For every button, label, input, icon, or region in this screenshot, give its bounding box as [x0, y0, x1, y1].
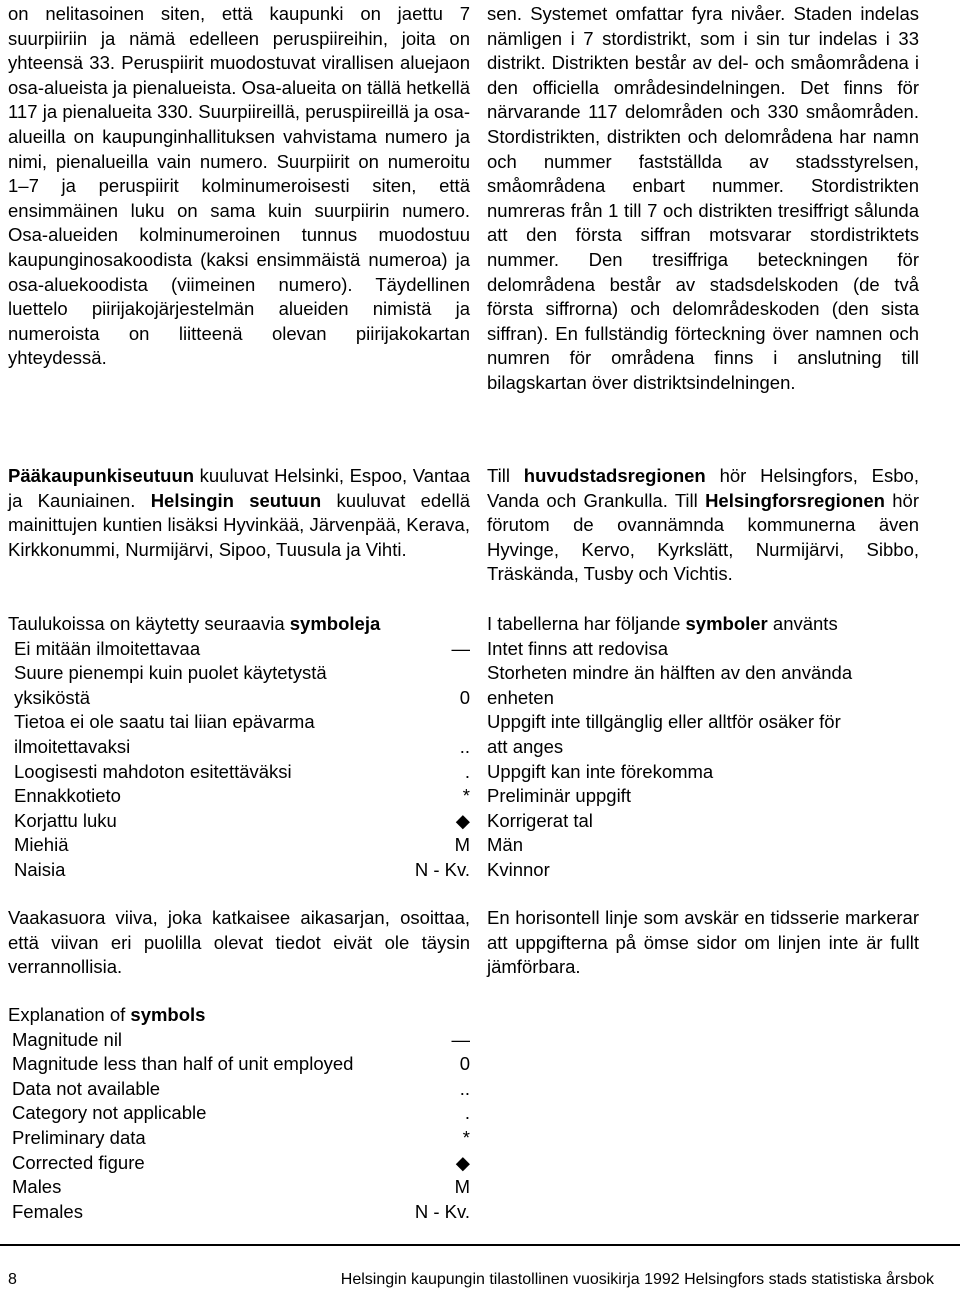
en-symbols-block — [8, 1003, 470, 1224]
footer-title: Helsingin kaupungin tilastollinen vuosikirja 1992 Helsingfors stads statistiska årsbok — [340, 1271, 934, 1288]
symbol-m: M — [454, 834, 470, 856]
sv-region-text-2: hör förutom de ovannämnda kommunerna även Hyvinge, Kervo, Kyrkslätt, Nurmijärvi, Sibbo, Träskända, Tusby och Vichtis. — [487, 489, 919, 585]
symbol-zero: 0 — [459, 686, 470, 708]
sv-symbol-row: Män — [487, 834, 523, 856]
en-symbol-row: Males M — [8, 1175, 470, 1200]
fi-symbol-row: Miehiä M — [8, 833, 470, 858]
fi-symbol-row: yksiköstä 0 — [8, 686, 470, 711]
sv-intro-paragraph: sen. Systemet omfattar fyra nivåer. Staden indelas nämligen i 7 stordistrikt, som i sin tur indelas i 33 distrikt. Distrikten består av del- och småområdena i den officiella områdesindelningen. Det finns för närvarande 117 delområden och 330 småområden. Stordistrikten, distrikten och delområdena har namn och nummer fastställda av stadsstyrelsen, småområdena enbart nummer. Stordistrikten numreras från 1 till 7 och distrikten tresiffrigt sålunda att den första siffran motsvarar stordistriktets nummer. Den tresiffriga beteckningen för delområdena består av stadsdelskoden (de två första siffrorna) och delområdeskoden (den sista siffran). En fullständig förteckning över namnen och numren för områdena finns i anslutning till bilagskartan över distriktsindelningen. — [487, 3, 919, 393]
fi-region-term-2: Helsingin seutuun — [150, 489, 322, 511]
en-symbol-row: Data not available .. — [8, 1077, 470, 1102]
fi-symbol-row-wrap: Suure pienempi kuin puolet käytetystä — [14, 662, 327, 684]
en-symbol-row: Magnitude nil — — [8, 1028, 470, 1053]
en-symbols-heading: Explanation of symbols — [8, 1004, 206, 1025]
sv-symbol-row: att anges — [487, 735, 564, 757]
sv-symbol-row: Storheten mindre än hälften av den använda — [487, 662, 853, 684]
fi-symbol-row: Naisia N - Kv. — [8, 858, 470, 883]
sv-symbol-row: Uppgift kan inte förekomma — [487, 760, 714, 782]
diamond-icon: ◆ — [455, 809, 470, 831]
en-symbol-row: Females N - Kv. — [8, 1200, 470, 1225]
fi-symbols-heading: Taulukoissa on käytetty seuraavia symboleja — [8, 613, 381, 634]
sv-note-block — [487, 906, 919, 980]
symbol-double-dot: .. — [459, 1077, 470, 1099]
fi-symbol-row: Korjattu luku ◆ — [8, 809, 470, 834]
fi-region-paragraph — [8, 464, 470, 562]
sv-symbol-row: enheten — [487, 686, 554, 708]
fi-intro-block — [8, 2, 470, 371]
sv-symbol-row: Uppgift inte tillgänglig eller alltför osäker för — [487, 711, 841, 733]
footer-rule — [0, 1244, 960, 1246]
symbol-asterisk: * — [462, 1126, 470, 1148]
sv-region-paragraph — [487, 464, 919, 587]
sv-region-term-2: Helsingforsregionen — [705, 489, 885, 511]
en-symbol-row: Corrected figure ◆ — [8, 1151, 470, 1176]
fi-note-block — [8, 906, 470, 980]
sv-intro-block — [487, 2, 919, 396]
fi-region-text-2: kuuluvat edellä mainittujen kuntien lisäksi Hyvinkää, Järvenpää, Kerava, Kirkkonummi, Nurmijärvi, Sipoo, Tuusula ja Vihti. — [8, 489, 471, 560]
symbol-n-kv: N - Kv. — [414, 858, 470, 880]
symbol-n-kv: N - Kv. — [414, 1200, 470, 1222]
symbol-asterisk: * — [462, 785, 470, 807]
en-symbol-row: Preliminary data * — [8, 1126, 470, 1151]
symbol-dot: . — [464, 760, 470, 782]
symbol-dot: . — [464, 1102, 470, 1124]
symbol-dash: — — [451, 1028, 470, 1050]
sv-symbols-block — [487, 612, 919, 883]
en-symbol-row: Category not applicable . — [8, 1101, 470, 1126]
fi-intro-paragraph: on nelitasoinen siten, että kaupunki on jaettu 7 suurpiiriin ja nämä edelleen peruspiireihin, joita on yhteensä 33. Peruspiirit muodostuvat virallisen aluejaon osa-alueista ja pienalueista. Osa-alueita on tällä hetkellä 117 ja pienalueita 330. Suurpiireillä, peruspiireillä ja osa-alueilla on kaupunginhallituksen vahvistama numero ja nimi, pienalueilla vain numero. Suurpiirit on numeroitu 1–7 ja peruspiirit kolminumeroisesti siten, että ensimmäinen luku on sama kuin suurpiirin numero. Osa-alueiden kolminumeroinen tunnus muodostuu kaupunginosakoodista (kaksi ensimmäistä numeroa) ja osa-aluekoodista (viimeinen numero). Täydellinen luettelo piirijakojärjestelmän alueiden nimistä ja numeroista on liitteenä olevan piirijakokartan yhteydessä. — [8, 3, 470, 369]
sv-symbol-row: Preliminär uppgift — [487, 785, 631, 807]
fi-symbol-row: Ennakkotieto * — [8, 784, 470, 809]
sv-note-paragraph: En horisontell linje som avskär en tidsserie markerar att uppgifterna på ömse sidor om linjen inte är fullt jämförbara. — [487, 907, 919, 978]
symbol-zero: 0 — [459, 1053, 470, 1075]
fi-symbol-row: ilmoitettavaksi .. — [8, 735, 470, 760]
diamond-icon: ◆ — [455, 1151, 470, 1173]
sv-region-block — [487, 464, 919, 587]
sv-symbol-row: Korrigerat tal — [487, 809, 593, 831]
sv-symbol-row: Kvinnor — [487, 858, 550, 880]
fi-region-term-1: Pääkaupunkiseutuun — [8, 465, 195, 486]
fi-symbol-row: Loogisesti mahdoton esitettäväksi . — [8, 760, 470, 785]
fi-symbols-block — [8, 612, 470, 883]
symbol-m: M — [454, 1176, 470, 1198]
sv-region-term-1: huvudstadsregionen — [523, 465, 706, 486]
sv-symbols-heading: I tabellerna har följande symboler använts — [487, 613, 838, 634]
fi-region-block — [8, 464, 470, 562]
sv-symbol-row: Intet finns att redovisa — [487, 637, 668, 659]
page-number: 8 — [8, 1271, 17, 1288]
fi-symbol-row-wrap: Tietoa ei ole saatu tai liian epävarma — [14, 711, 315, 733]
fi-note-paragraph: Vaakasuora viiva, joka katkaisee aikasarjan, osoittaa, että viivan eri puolilla olevat tiedot eivät ole täysin verrannollisia. — [8, 907, 470, 978]
fi-region-text-1: kuuluvat Helsinki, Espoo, Vantaa ja Kauniainen. — [8, 465, 470, 511]
sv-region-text-0: Till — [487, 465, 524, 486]
fi-symbol-row: Ei mitään ilmoitettavaa — — [8, 637, 470, 662]
sv-region-text-1: hör Helsingfors, Esbo, Vanda och Grankulla. Till — [487, 465, 919, 511]
symbol-double-dot: .. — [459, 735, 470, 757]
en-symbol-row: Magnitude less than half of unit employed 0 — [8, 1052, 470, 1077]
symbol-dash: — — [451, 637, 470, 659]
